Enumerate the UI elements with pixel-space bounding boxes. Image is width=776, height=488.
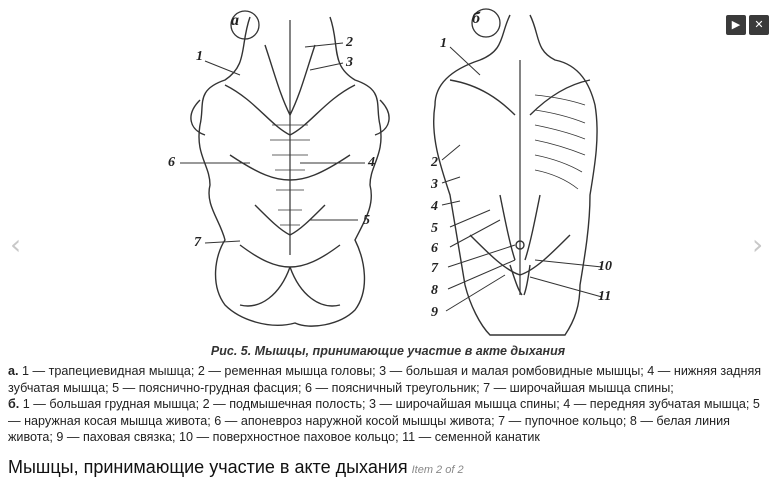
front-label-9: 9	[431, 305, 438, 320]
legend-b-prefix: б.	[8, 397, 20, 411]
figure-legend	[8, 363, 770, 446]
front-label-8: 8	[431, 283, 438, 298]
back-label-3: 3	[346, 55, 353, 70]
back-label-6: 6	[168, 155, 175, 170]
legend-a-prefix: а.	[8, 364, 19, 378]
back-label-2: 2	[346, 35, 353, 50]
front-label-2: 2	[431, 155, 438, 170]
back-label-4: 4	[368, 155, 375, 170]
leader-lines-a	[180, 43, 365, 243]
previous-image-button[interactable]	[10, 228, 21, 261]
close-icon: ✕	[754, 18, 764, 31]
panel-a-label: а	[231, 12, 239, 29]
back-label-5: 5	[363, 213, 370, 228]
image-caption-title: Мышцы, принимающие участие в акте дыхания	[8, 457, 408, 477]
front-label-3: 3	[431, 177, 438, 192]
front-label-6: 6	[431, 241, 438, 256]
leader-lines-b	[442, 47, 602, 311]
front-label-4: 4	[431, 199, 438, 214]
legend-a-text: 1 — трапециевидная мышца; 2 — ременная мышца головы; 3 — большая и малая ромбовидные мышцы; 4 — нижняя задняя зубчатая мышца; 5 — пояснично-грудная фасция; 6 — поясничный треугольник; 7 — широчайшая мышца спины;	[8, 364, 762, 395]
front-label-11: 11	[598, 289, 612, 304]
legend-b	[8, 396, 770, 446]
front-view-figure	[434, 9, 597, 335]
chevron-right-icon: ›	[752, 228, 764, 261]
close-viewer-button[interactable]	[749, 15, 769, 35]
front-label-10: 10	[598, 259, 612, 274]
image-caption	[8, 457, 464, 478]
anatomy-illustration	[10, 5, 766, 345]
panel-b-label: б	[472, 10, 480, 27]
back-view-figure	[191, 11, 389, 326]
legend-b-text: 1 — большая грудная мышца; 2 — подмышечная полость; 3 — широчайшая мышца спины; 4 — передняя зубчатая мышца; 5 — наружная косая мышца живота; 6 — апоневроз наружной косой мышцы живота; 7 — пупочное кольцо; 8 — белая линия живота; 9 — паховая связка; 10 — поверхностное паховое кольцо; 11 — семенной канатик	[8, 397, 760, 444]
play-slideshow-button[interactable]	[726, 15, 746, 35]
chevron-left-icon: ‹	[10, 228, 22, 261]
front-label-5: 5	[431, 221, 438, 236]
play-icon: ▶	[731, 18, 741, 31]
back-label-7: 7	[194, 235, 201, 250]
next-image-button[interactable]	[752, 228, 763, 261]
legend-a	[8, 363, 770, 396]
figure-caption-title: Рис. 5. Мышцы, принимающие участие в акте дыхания	[210, 344, 566, 358]
item-counter: Item 2 of 2	[411, 464, 464, 476]
front-label-7: 7	[431, 261, 438, 276]
back-label-1: 1	[196, 49, 203, 64]
front-label-1: 1	[440, 36, 447, 51]
